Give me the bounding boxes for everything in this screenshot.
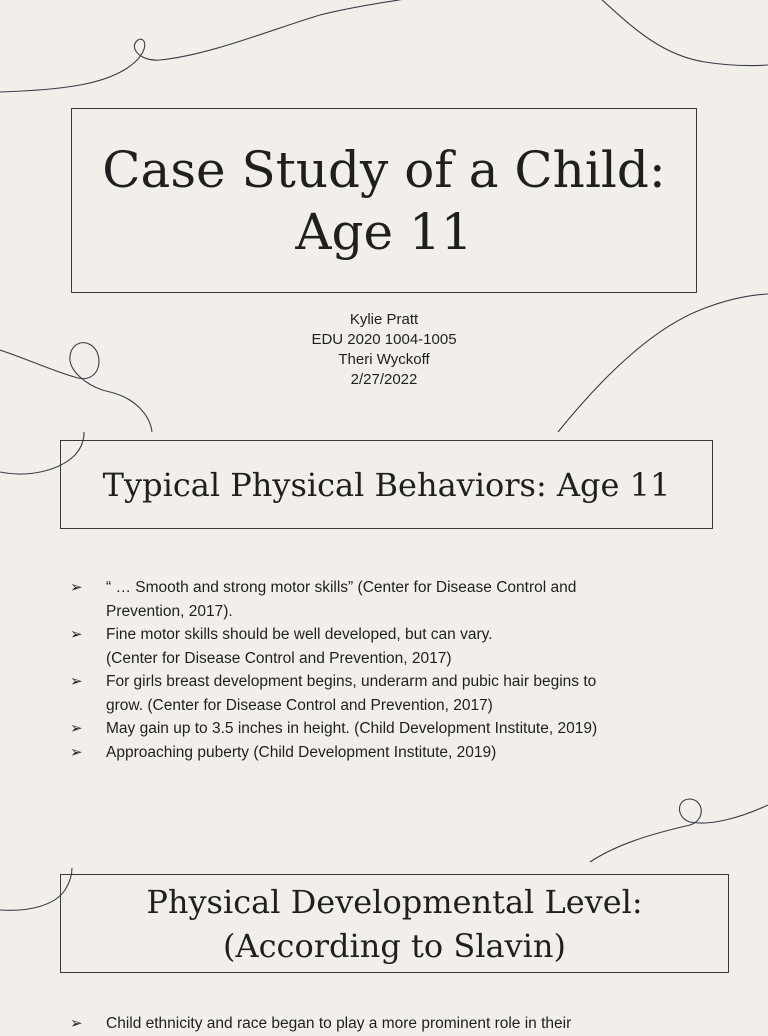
typical-behaviors-heading: Typical Physical Behaviors: Age 11 bbox=[102, 465, 671, 504]
list-item-line: For girls breast development begins, underarm and pubic hair begins to bbox=[106, 673, 597, 690]
arrow-bullet-icon: ➢ bbox=[70, 743, 83, 761]
list-item-line: May gain up to 3.5 inches in height. (Child Development Institute, 2019) bbox=[106, 720, 598, 737]
typical-behaviors-heading-box bbox=[60, 440, 713, 529]
arrow-bullet-icon: ➢ bbox=[70, 720, 83, 737]
title-box bbox=[71, 108, 697, 293]
arrow-bullet-icon: ➢ bbox=[70, 1015, 83, 1032]
list-item-line: Prevention, 2017). bbox=[106, 602, 233, 620]
list-item-line: (Center for Disease Control and Prevention, 2017) bbox=[106, 649, 452, 667]
list-item bbox=[70, 717, 720, 741]
course-code: EDU 2020 1004-1005 bbox=[311, 331, 457, 348]
heading-line: Physical Developmental Level: bbox=[146, 882, 643, 921]
developmental-level-heading bbox=[146, 880, 642, 968]
typical-behaviors-list bbox=[70, 576, 720, 764]
arrow-bullet-icon: ➢ bbox=[70, 673, 83, 690]
author-block bbox=[0, 310, 768, 390]
list-item bbox=[70, 623, 720, 670]
date: 2/27/2022 bbox=[350, 371, 418, 388]
list-item-line: Fine motor skills should be well developed, but can vary. bbox=[106, 626, 493, 643]
heading-line: (According to Slavin) bbox=[223, 926, 566, 965]
swirl-top-right bbox=[600, 0, 768, 66]
developmental-level-heading-box bbox=[60, 874, 729, 973]
swirl-right-lower bbox=[590, 799, 768, 862]
list-item-line: “ … Smooth and strong motor skills” (Center for Disease Control and bbox=[106, 579, 577, 596]
swirl-top bbox=[0, 0, 410, 92]
page-title: Case Study of a Child: Age 11 bbox=[102, 140, 666, 261]
list-item bbox=[70, 670, 720, 717]
author-name: Kylie Pratt bbox=[349, 311, 419, 328]
list-item-line: grow. (Center for Disease Control and Prevention, 2017) bbox=[106, 696, 493, 714]
list-item bbox=[70, 741, 720, 765]
list-item-line: Approaching puberty (Child Development Institute, 2019) bbox=[106, 743, 497, 761]
instructor-name: Theri Wyckoff bbox=[338, 351, 430, 368]
list-item-line: Child ethnicity and race began to play a more prominent role in their bbox=[106, 1015, 572, 1032]
list-item bbox=[70, 576, 720, 623]
arrow-bullet-icon: ➢ bbox=[70, 579, 83, 596]
arrow-bullet-icon: ➢ bbox=[70, 626, 83, 643]
